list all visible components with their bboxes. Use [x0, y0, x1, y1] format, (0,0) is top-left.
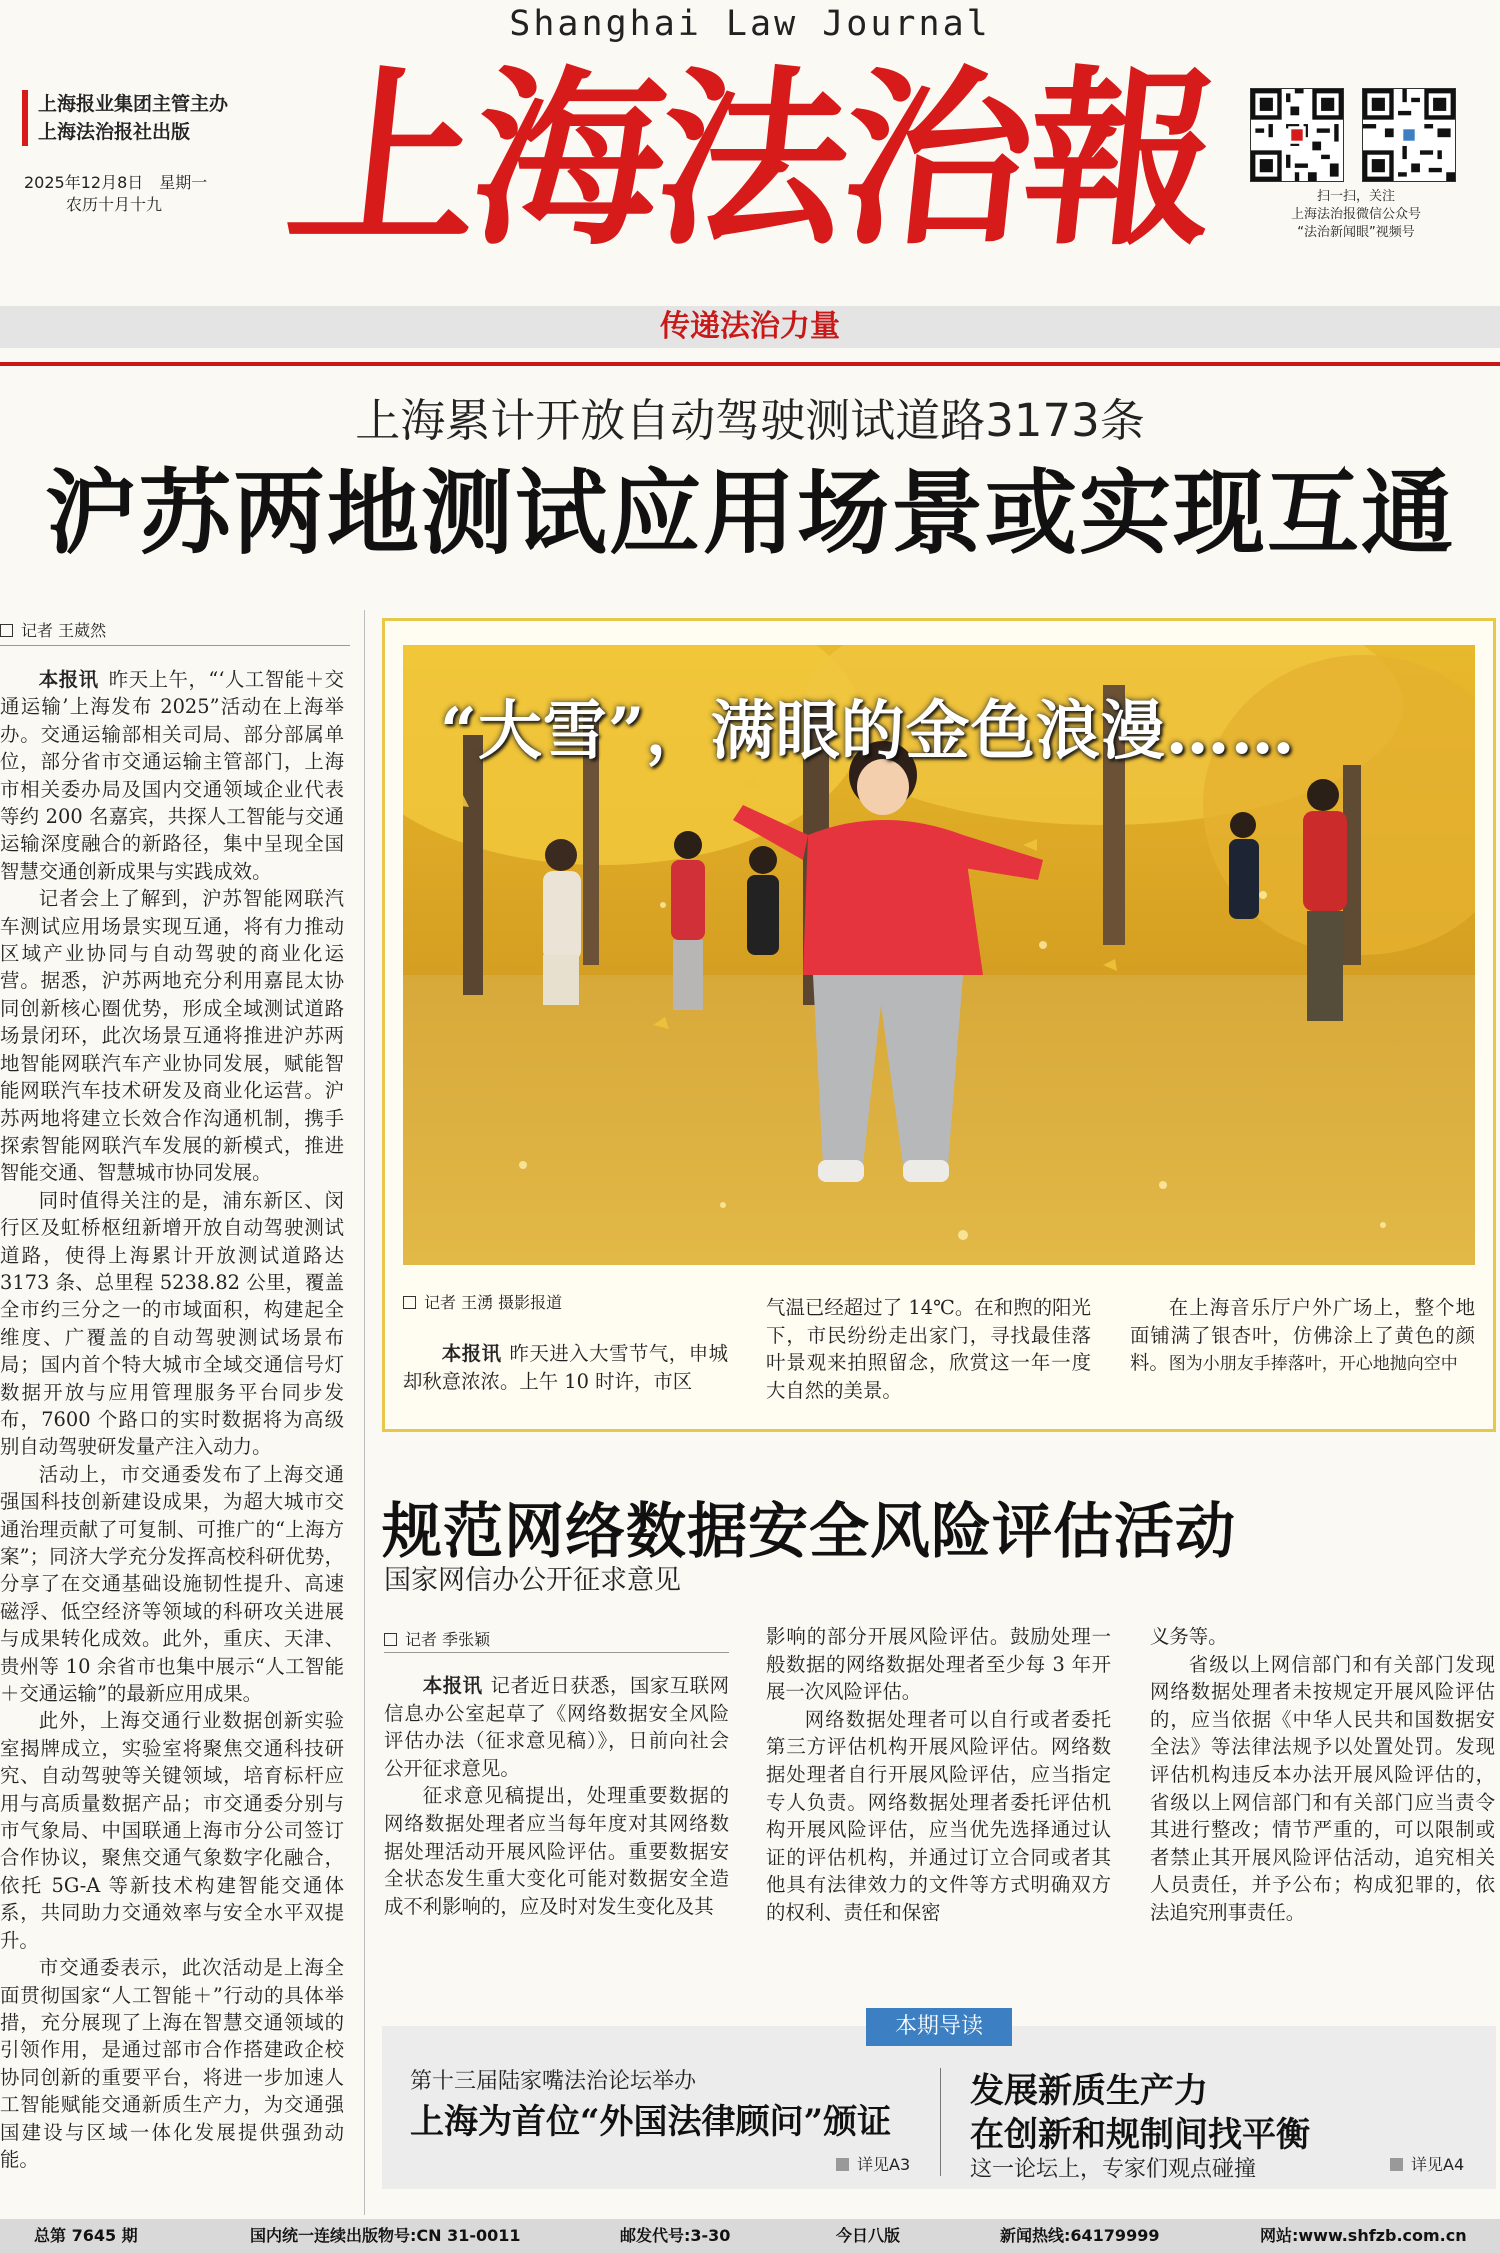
photo-text-column-2: 气温已经超过了 14℃。在和煦的阳光下，市民纷纷走出家门，寻找最佳落叶景观来拍照留念，欣赏这一年一度大自然的美景。 — [766, 1296, 1091, 1402]
square-icon — [1390, 2158, 1403, 2171]
preview-2-title-line-1[interactable]: 发展新质生产力 — [970, 2071, 1208, 2111]
preview-2-see-text: 详见A4 — [1411, 2155, 1465, 2174]
second-lead-tag: 本报讯 — [422, 1674, 483, 1697]
slogan: 传递法治力量 — [660, 309, 840, 344]
square-icon — [836, 2158, 849, 2171]
footer-postal-code: 邮发代号:3-30 — [620, 2226, 731, 2245]
lead-headline[interactable]: 沪苏两地测试应用场景或实现互通 — [44, 459, 1455, 567]
footer-cn-number: 国内统一连续出版物号:CN 31-0011 — [250, 2226, 521, 2245]
preview-2-title-line-2[interactable]: 在创新和规制间找平衡 — [970, 2115, 1310, 2155]
second-paragraph-1 — [384, 1672, 729, 1782]
byline-square-icon — [403, 1296, 416, 1309]
publisher-line-2: 上海法治报社出版 — [38, 121, 191, 143]
photo-caption: 图为小朋友手捧落叶，开心地抛向空中 — [1168, 1354, 1458, 1375]
second-column-1 — [384, 1672, 729, 1920]
preview-1-see-text: 详见A3 — [857, 2155, 911, 2174]
lunar-date: 农历十月十九 — [66, 195, 163, 214]
second-paragraph-1-text: 记者近日获悉，国家互联网信息办公室起草了《网络数据安全风险评估办法（征求意见稿）》，日前向社会公开征求意见。 — [384, 1674, 730, 1780]
second-column-3 — [1150, 1623, 1495, 1927]
photo-byline — [403, 1290, 562, 1313]
lead-paragraph-3: 同时值得关注的是，浦东新区、闵行区及虹桥枢纽新增开放自动驾驶测试道路，使得上海累计开放测试道路达 3173 条、总里程 5238.82 公里，覆盖全市约三分之一的市域面积，构建起全维度、广覆盖的自动驾驶测试场景布局；国内首个特大城市全域交通信号灯数据开放与应用管理服务平台同步发布，7600 个路口的实时数据将为高级别自动驾驶研发量产注入动力。 — [0, 1188, 344, 1459]
column-divider — [364, 610, 365, 2215]
qr-caption — [1236, 188, 1476, 242]
lead-paragraph-4: 活动上，市交通委发布了上海交通强国科技创新建设成果，为超大城市交通治理贡献了可复制、可推广的“上海方案”；同济大学充分发挥高校科研优势，分享了在交通基础设施韧性提升、高速磁浮、低空经济等领域的科研攻关进展与成果转化成效。此外，重庆、天津、贵州等 10 余省市也集中展示“人工智能＋交通运输”的最新应用成果。 — [0, 1462, 344, 1706]
publisher-info — [22, 90, 228, 146]
lead-article-body — [0, 666, 344, 2173]
preview-divider — [940, 2068, 941, 2176]
preview-2-subtitle: 这一论坛上，专家们观点碰撞 — [970, 2157, 1257, 2182]
byline-square-icon — [0, 624, 13, 637]
publisher-line-1: 上海报业集团主管主办 — [38, 93, 229, 115]
preview-1-kicker: 第十三届陆家嘴法治论坛举办 — [410, 2069, 697, 2094]
qr-caption-line-2: 上海法治报微信公众号 — [1290, 207, 1421, 222]
second-paragraph-5: 义务等。 — [1150, 1625, 1228, 1648]
byline-rule — [0, 645, 350, 646]
photo-lead-tag: 本报讯 — [441, 1342, 502, 1365]
lead-kicker: 上海累计开放自动驾驶测试道路3173条 — [355, 394, 1145, 447]
qr-code-icon — [1363, 89, 1455, 181]
preview-1-title[interactable]: 上海为首位“外国法律顾问”颁证 — [410, 2102, 892, 2142]
second-byline-text: 记者 季张颖 — [405, 1630, 491, 1649]
footer-website[interactable]: 网站:www.shfzb.com.cn — [1260, 2226, 1467, 2245]
second-paragraph-2: 征求意见稿提出，处理重要数据的网络数据处理者应当每年度对其网络数据处理活动开展风险评估。重要数据安全状态发生重大变化可能对数据安全造成不利影响的，应及时对发生变化及其 — [384, 1784, 729, 1918]
photo-byline-text: 记者 王湧 摄影报道 — [424, 1293, 563, 1312]
issue-date — [24, 172, 207, 216]
lead-tag: 本报讯 — [38, 668, 99, 691]
preview-tag: 本期导读 — [866, 2008, 1012, 2046]
footer-page-count: 今日八版 — [836, 2226, 901, 2245]
preview-2-link[interactable] — [1390, 2152, 1464, 2175]
lead-byline — [0, 618, 350, 641]
photo-text-column-1 — [403, 1340, 728, 1395]
qr-caption-line-3: “法治新闻眼”视频号 — [1297, 225, 1415, 240]
footer-issue-number: 总第 7645 期 — [34, 2226, 138, 2245]
photo-text-column-3 — [1130, 1294, 1475, 1379]
second-headline[interactable]: 规范网络数据安全风险评估活动 — [382, 1497, 1236, 1567]
second-byline — [384, 1627, 490, 1650]
second-paragraph-6: 省级以上网信部门和有关部门发现网络数据处理者未按规定开展风险评估的，应当依据《中华人民共和国数据安全法》等法律法规予以处置处罚。发现评估机构违反本办法开展风险评估的，省级以上网信部门和有关部门应当责令其进行整改；情节严重的，可以限制或者禁止其开展风险评估活动，追究相关人员责任，并予公布；构成犯罪的，依法追究刑事责任。 — [1150, 1652, 1495, 1924]
gregorian-date: 2025年12月8日 星期一 — [24, 173, 208, 192]
byline-square-icon — [384, 1633, 397, 1646]
photo-text-1: 昨天进入大雪节气，申城却秋意浓浓。上午 10 时许，市区 — [403, 1342, 729, 1393]
photo-headline[interactable]: “大雪”，满眼的金色浪漫…… — [440, 694, 1296, 769]
photo-text-3: 在上海音乐厅户外广场上，整个地面铺满了银杏叶，仿佛涂上了黄色的颜料。 — [1130, 1296, 1475, 1375]
second-paragraph-4: 网络数据处理者可以自行或者委托第三方评估机构开展风险评估。网络数据处理者自行开展风险评估，应当指定专人负责。网络数据处理者委托评估机构开展风险评估，应当优先选择通过认证的评估机构，并通过订立合同或者其他具有法律效力的文件等方式明确双方的权利、责任和保密 — [766, 1707, 1111, 1924]
second-column-2 — [766, 1623, 1111, 1927]
lead-paragraph-2: 记者会上了解到，沪苏智能网联汽车测试应用场景实现互通，将有力推动区域产业协同与自动驾驶的商业化运营。据悉，沪苏两地充分利用嘉昆太协同创新核心圈优势，形成全域测试道路场景闭环，此次场景互通将推进沪苏两地智能网联汽车产业协同发展，赋能智能网联汽车技术研发及商业化运营。沪苏两地将建立长效合作沟通机制，携手探索智能网联汽车发展的新模式，推进智能交通、智慧城市协同发展。 — [0, 887, 344, 1185]
english-title: Shanghai Law Journal — [509, 4, 991, 44]
qr-code-icon — [1251, 89, 1343, 181]
lead-paragraph-1 — [0, 666, 344, 885]
preview-1-link[interactable] — [836, 2152, 910, 2175]
second-subhead: 国家网信办公开征求意见 — [384, 1565, 681, 1596]
byline-rule — [384, 1652, 729, 1653]
newspaper-title: 上海法治報 — [278, 48, 1222, 271]
lead-paragraph-1-text: 昨天上午，“‘人工智能＋交通运输’上海发布 2025”活动在上海举办。交通运输部相关司局、部分部属单位，部分省市交通运输主管部门，上海市相关委办局及国内交通领域企业代表等约 200 名嘉宾，共探人工智能与交通运输深度融合的新路径，集中呈现全国智慧交通创新成果与实践成效。 — [0, 668, 345, 883]
lead-paragraph-5: 此外，上海交通行业数据创新实验室揭牌成立，实验室将聚焦交通科技研究、自动驾驶等关键领域，培育标杆应用与高质量数据产品；市交通委分别与市气象局、中国联通上海市分公司签订合作协议，聚焦交通气象数字化融合，依托 5G-A 等新技术构建智能交通体系，共同助力交通效率与安全水平双提升。 — [0, 1709, 344, 1952]
second-paragraph-3: 影响的部分开展风险评估。鼓励处理一般数据的网络数据处理者至少每 3 年开展一次风险评估。 — [766, 1625, 1111, 1704]
masthead-divider — [0, 362, 1500, 366]
wechat-qr-code[interactable] — [1250, 88, 1344, 182]
video-channel-qr-code[interactable] — [1362, 88, 1456, 182]
qr-caption-line-1: 扫一扫，关注 — [1316, 189, 1395, 204]
lead-paragraph-6: 市交通委表示，此次活动是上海全面贯彻国家“人工智能＋”行动的具体举措，充分展现了上海在智慧交通领域的引领作用，是通过部市合作搭建政企校协同创新的重要平台，将进一步加速人工智能赋能交通新质生产力，为交通强国建设与区域一体化发展提供强劲动能。 — [0, 1956, 344, 2171]
footer-hotline: 新闻热线:64179999 — [1000, 2226, 1160, 2245]
lead-byline-text: 记者 王葳然 — [21, 621, 107, 640]
